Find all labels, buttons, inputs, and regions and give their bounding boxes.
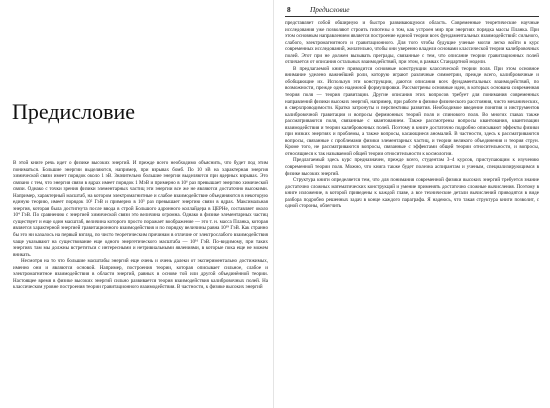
page-number: 8 bbox=[287, 5, 291, 14]
paragraph: В предлагаемой книге приводится основные конструкции классической теории поля. При этом основное внимание уделено важнейшей роли, которую играют различные симметрии, прежде всего, калибровочные и обобщающие их. Используя эти конструкции, даются описания всех фундаментальных взаимодействий, по возможности, прежде одно надежной формулировки. Рассмотрены основные идеи, в которых основана современная теория поля — теория гравитации. Другие описания этих вопросов требует для понимания современных направлений физики высоких энергий, например, при работе в физике физического расстояния, чисто механических, в сверхпроводимости. Кратко затронуты и перспективы развития. Необходимое введение понятия и инструментов калибровочной гравитации и вопросы фермионных теорий поля и спинового поля. Во многих главах также рассматриваются поля, связанные с квантованием. Также рассмотрены вопросы квантования, квантизации взаимодействия и теории калибровочных полей. Поэтому в книге достаточно подробно описывают эффекты физики при низких энергиях и проблемы, а также вопросы, касающиеся аномалий. В частности, здесь к рассматриваются вопросы, связанные с проблемами физики элементарных частиц, и теории великого объединения и теория струн. Кроме того, не рассматриваются вопросы, связанные с эффектами общей теории относительности, и вопросы, относящиеся к так называемой общей теории относительности к космологии. bbox=[285, 65, 539, 157]
right-page bbox=[275, 0, 550, 408]
paragraph: Предлагаемый здесь курс предназначен, прежде всего, студентам 3–4 курсов, приступающим к изучению современной теории поля. Можно, что книга также будет полезна аспирантам и ученым, специализирующимся в физике высоких энергий. bbox=[285, 157, 539, 177]
paragraph: В этой книге речь идет о физике высоких энергий. И прежде всего необходимо объяснить, что будет под этим пониматься. Большие энергии выделяются, например, при взрывах бомб. По 10 эВ на характерная энергия химической связи имеет порядок около 1 эВ. Значительно большие энергии выделяются при ядерных взрывах. Это связано с тем, что энергия связи в ядрах имеет порядок 1 МэВ и примерно в 10⁶ раз превышает энергию химической связи. Однако с точки зрения физики элементарных частиц эти энергии все же не являются достаточно высокими. Например, характерный масштаб, на котором электромагнитные и слабое взаимодействие объединяются в некоторую единую теорию, имеет порядок 10² ГэВ и примерно в 10⁵ раз превышает энергию связи в ядрах. Максимальная энергия, которая была достигнута после ввода в строй Большого адронного коллайдера в ЦЕРНе, составляет около 10⁴ ГэВ. По сравнению с энергией химической связи это величина огромна. Однако в физике элементарных частиц существует и еще один масштаб, величина которого просто поражает воображение — это т. н. масса Планка, которая является характерной энергией гравитационного взаимодействия и по порядку величины равна 10¹⁹ ГэВ. Как странно бы это ни казалось на первый взгляд, по чисто теоретическим причинам в отличие от электрослабого взаимодействия чаще указывают на существование еще одного энергетического масштаба — 10¹⁶ ГэВ. По-видимому, при таких энергиях там мы должны встретиться с интересными и нетривиальными явлениями, в которые пока еще не можем вникать. bbox=[13, 160, 268, 258]
paragraph: Структура книги определяется тем, что для понимания современной физики высоких энергий требуется знание достаточно сложных математических конструкций и умение применять достаточно сложные вычисления. Поэтому в книге изложение, в которой приведены к каждой главе, а все технические детали вычислений приводятся в виде разбора подробно решенных задач в конце каждого параграфа. Я надеюсь, что такая структура книги позволит, с одной стороны, облегчить bbox=[285, 177, 539, 210]
paragraph: представляет собой обширную и быстро развивающуюся область. Современные теоретические научные исследования уже позволяют строить гипотезы о том, как устроен мир при энергиях порядка массы Планка. При этом основным направлением является построение единой теории всех фундаментальных взаимодействий: сильного, слабого, электромагнитного и гравитационного. Для того чтобы будущие ученые могли легко войти в курс современных исследований, желательно, чтобы они уверенно владели основами классической теории калибровочных полей. Этот при не должен вызывать преграды, связанные с тем, что описание теории гравитационных полей отличается от описания остальных взаимодействий, при этом, в рамках Стандартной модели. bbox=[285, 20, 539, 66]
chapter-title: Предисловие bbox=[12, 99, 135, 124]
right-text-column bbox=[285, 20, 539, 210]
page-gutter bbox=[273, 0, 274, 408]
running-title: Предисловие bbox=[310, 5, 350, 14]
paragraph: Несмотря на то что большие масштабы энергий еще очень и очень далеки от экспериментально достижимых, именно они и являются основой. Например, построения теории, которая описывает сильное, слабое и электромагнитное взаимодействия в области энергий, равных в основе той или другой объединённой теории. Настоящее время в физике высоких энергий сильно развивается теория взаимодействия калибровочных полей. На классическом уровне построения теории гравитационного взаимодействия. В частности, к физике высоких энергий bbox=[13, 258, 268, 291]
running-header bbox=[285, 3, 539, 17]
left-text-column bbox=[13, 160, 268, 291]
